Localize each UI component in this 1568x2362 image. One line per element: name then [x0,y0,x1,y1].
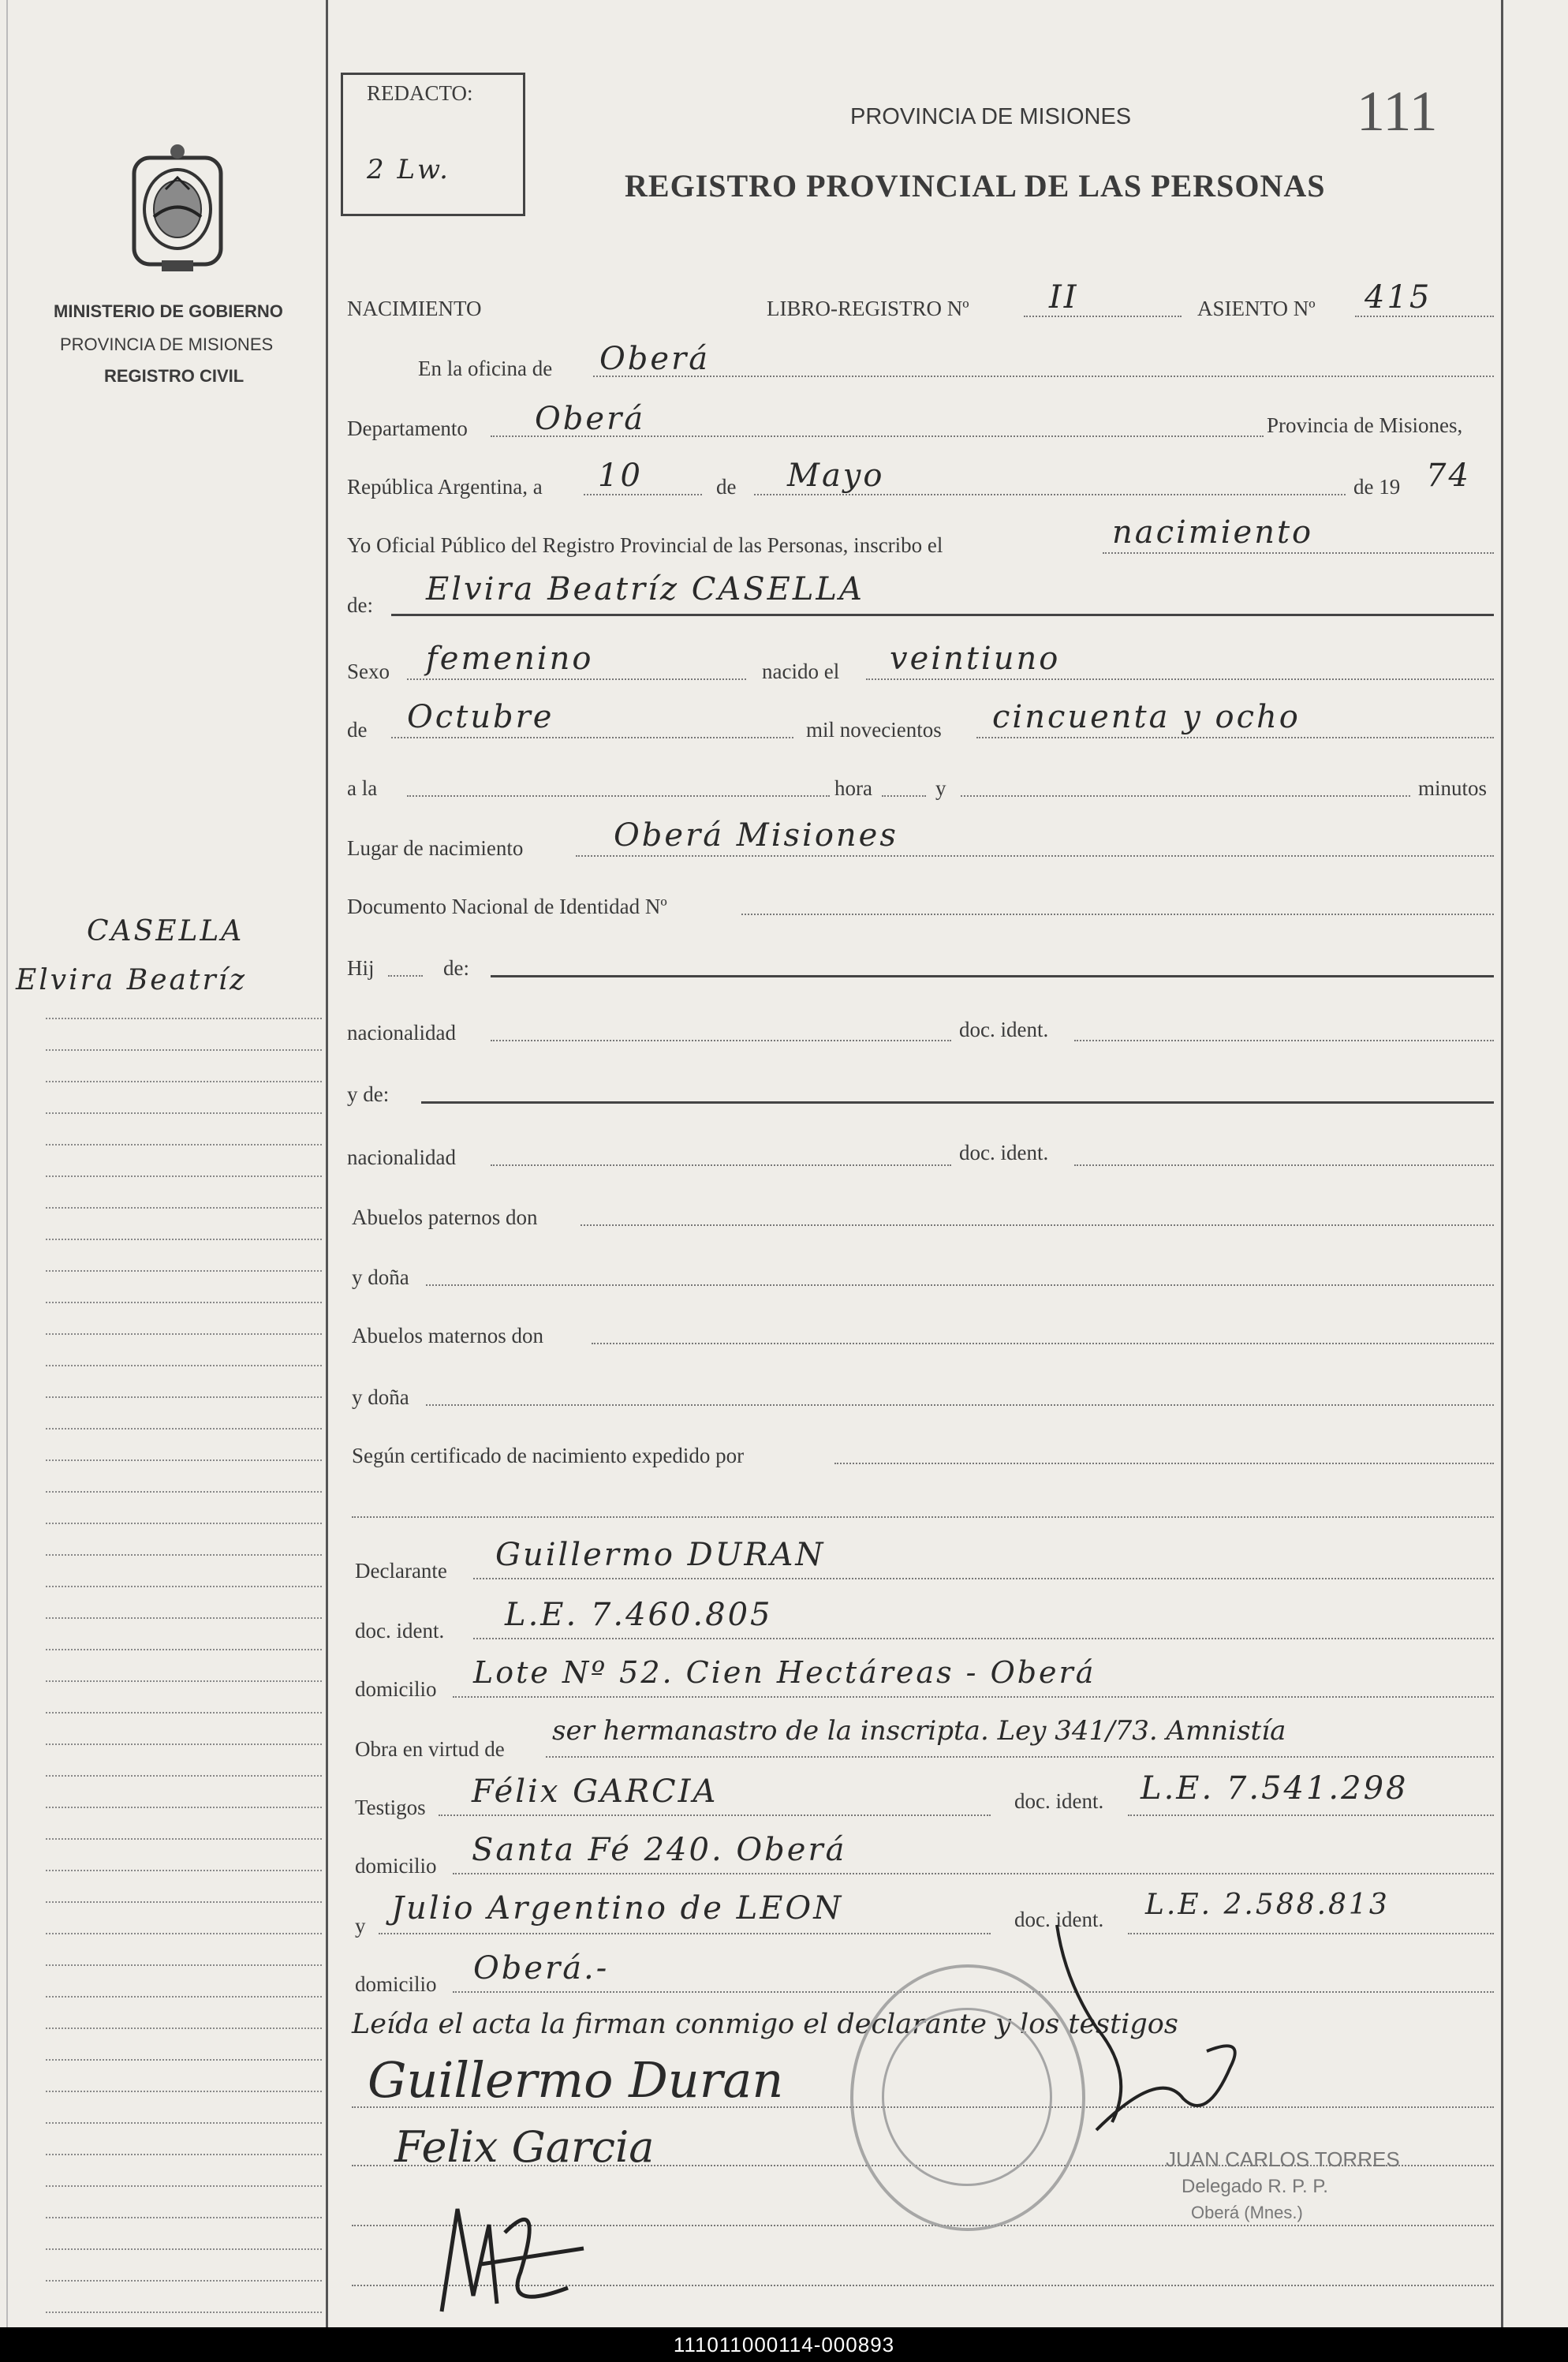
official-name: JUAN CARLOS TORRES [1166,2147,1400,2171]
de-mes-label: de [347,718,368,742]
ministry-line2: PROVINCIA DE MISIONES [60,334,274,354]
lugar-value: Oberá Misiones [614,817,898,854]
testigo1-name: Félix GARCIA [472,1773,719,1810]
declarante-dom: Lote Nº 52. Cien Hectáreas - Oberá [473,1655,1096,1690]
de-label: de [716,475,737,499]
hora-label: hora [834,776,872,800]
nacionalidad-2-label: nacionalidad [347,1145,456,1169]
right-margin-rule [1501,0,1503,2327]
testigo2-doc-label: doc. ident. [1014,1908,1104,1931]
testigo2-dom-label: domicilio [355,1972,437,1996]
inscribo-value: nacimiento [1112,514,1314,551]
redacto-label: REDACTO: [367,81,473,105]
record-type: NACIMIENTO [347,297,482,320]
nacionalidad-1-label: nacionalidad [347,1021,456,1045]
minutos-label: minutos [1418,776,1488,800]
abuelos-paternos-label: Abuelos paternos don [352,1205,538,1229]
ministry-line1: MINISTERIO DE GOBIERNO [54,301,283,321]
margin-given-name: Elvira Beatríz [16,964,248,996]
departamento-value: Oberá [535,401,646,437]
page-number: 111 [1357,80,1438,143]
signature-felix-garcia: Felix Garcia [394,2122,655,2172]
margin-surname: CASELLA [87,915,245,947]
departamento-label: Departamento [347,417,468,440]
provincia-label: Provincia de Misiones, [1267,413,1463,437]
birth-month: Octubre [407,699,554,735]
province-heading: PROVINCIA DE MISIONES [850,104,1132,129]
official-place: Oberá (Mnes.) [1191,2203,1303,2222]
signature-guillermo-duran: Guillermo Duran [368,2051,784,2109]
doc-ident-2-label: doc. ident. [959,1141,1049,1164]
birth-year: cincuenta y ocho [992,699,1301,735]
y-dona-2-label: y doña [352,1385,409,1409]
a-la-label: a la [347,776,378,800]
testigo1-doc-label: doc. ident. [1014,1789,1104,1813]
signature-official-icon [1049,1917,1301,2177]
registry-title: REGISTRO PROVINCIAL DE LAS PERSONAS [625,168,1326,204]
nacido-label: nacido el [762,660,840,683]
testigo2-doc: L.E. 2.588.813 [1145,1889,1390,1921]
testigo2-dom: Oberá.- [473,1950,610,1986]
signature-leon-icon [426,2177,623,2319]
declarante-doc: L.E. 7.460.805 [505,1597,773,1633]
mil-label: mil novecientos [806,718,942,742]
y-de-label: y de: [347,1082,390,1106]
declarante-dom-label: domicilio [355,1677,437,1701]
testigo1-dom-label: domicilio [355,1854,437,1878]
libro-label: LIBRO-REGISTRO Nº [767,297,969,320]
dni-label: Documento Nacional de Identidad Nº [347,895,667,918]
ministry-line3: REGISTRO CIVIL [104,366,245,386]
doc-ident-1-label: doc. ident. [959,1018,1049,1041]
oficina-label: En la oficina de [418,357,553,380]
asiento-label: ASIENTO Nº [1197,297,1316,320]
hij-de-label: de: [443,956,469,980]
republica-label: República Argentina, a [347,475,543,499]
asiento-value: 415 [1365,279,1432,316]
sexo-label: Sexo [347,660,390,683]
left-margin-rule [326,0,328,2327]
testigo2-name: Julio Argentino de LEON [391,1890,844,1927]
official-title: Delegado R. P. P. [1182,2176,1328,2197]
official-seal-inner [882,2008,1052,2186]
oficina-value: Oberá [599,341,711,377]
declarante-label: Declarante [355,1559,447,1583]
redacto-value: 2 Lw. [367,154,450,185]
obra-label: Obra en virtud de [355,1737,505,1761]
redacto-box [341,73,525,216]
file-code-footer: 111011000114-000893 [0,2327,1568,2362]
testigo1-dom: Santa Fé 240. Oberá [472,1832,847,1868]
declarante-doc-label: doc. ident. [355,1619,445,1643]
de-colon-label: de: [347,593,373,617]
binding-edge [6,0,8,2327]
testigo1-doc: L.E. 7.541.298 [1141,1770,1409,1807]
y-label: y [935,776,946,800]
hij-label: Hij [347,956,375,980]
abuelos-maternos-label: Abuelos maternos don [352,1324,543,1347]
obra-value: ser hermanastro de la inscripta. Ley 341/73. Amnistía [552,1715,1286,1747]
day-value: 10 [598,458,643,494]
lugar-label: Lugar de nacimiento [347,836,524,860]
nacido-value: veintiuno [890,641,1061,677]
libro-value: II [1049,279,1079,316]
y-testigo-label: y [355,1914,366,1938]
sexo-value: femenino [426,641,594,677]
provincial-crest-icon [118,142,237,280]
y-dona-1-label: y doña [352,1265,409,1289]
closing-statement: Leída el acta la firman conmigo el declarante y los testigos [352,2009,1178,2040]
segun-label: Según certificado de nacimiento expedido por [352,1444,745,1467]
testigos-label: Testigos [355,1796,426,1819]
year-prefix: de 19 [1353,475,1401,499]
child-name: Elvira Beatríz CASELLA [426,571,864,607]
year-value: 74 [1426,458,1471,494]
month-value: Mayo [787,458,885,494]
oficial-text: Yo Oficial Público del Registro Provincial de las Personas, inscribo el [347,533,943,557]
declarante-value: Guillermo DURAN [495,1537,826,1573]
